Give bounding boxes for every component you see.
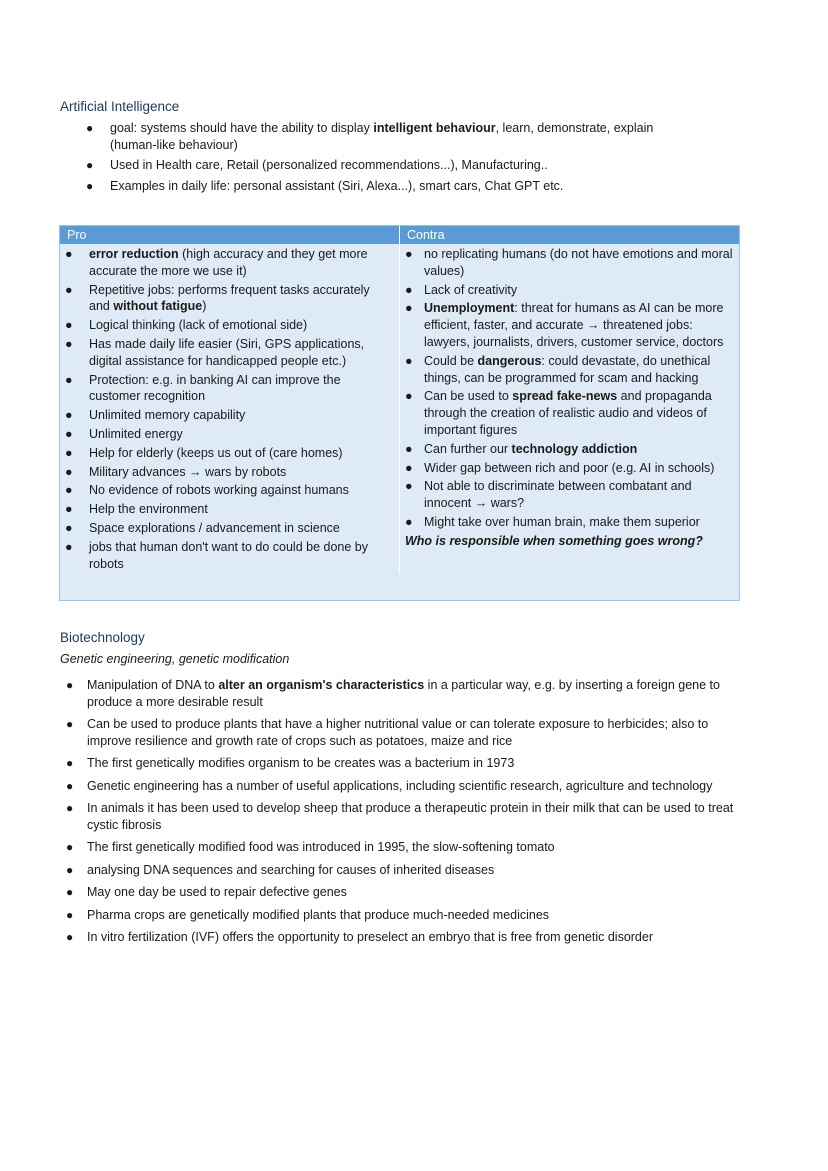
bullet-icon: ● [65,483,73,498]
pro-item [60,482,393,499]
bullet-icon: ● [405,479,413,494]
contra-item [400,353,735,387]
bullet-icon: ● [66,756,74,770]
bullet-icon: ● [65,247,73,261]
bullet-icon: ● [65,520,73,535]
contra-item [400,388,735,438]
bullet-icon: ● [65,318,73,333]
bullet-icon: ● [66,862,74,877]
pro-item [60,407,393,424]
pro-item [60,426,393,443]
biotech-item-text: In animals it has been used to develop sheep that produce a therapeutic protein in their milk that can be used to treat cystic fibrosis [87,801,734,832]
bullet-icon: ● [66,907,74,922]
biotech-item [60,800,740,833]
bullet-icon: ● [405,301,413,316]
bullet-icon: ● [65,372,73,387]
biotech-item [60,884,740,901]
ai-heading: Artificial Intelligence [60,99,180,114]
contra-header: Contra [407,228,445,242]
biotech-item-text: analysing DNA sequences and searching for causes of inherited diseases [87,862,495,877]
biotech-item [60,907,740,924]
contra-item [400,246,735,280]
contra-item [400,282,735,299]
pro-item [60,372,393,406]
bullet-icon: ● [65,445,73,460]
list-item [60,120,700,153]
biotech-heading: Biotechnology [60,630,145,645]
ai-item-0-seg-2: , learn, demonstrate, explain (human-like behaviour) [110,121,654,152]
ai-item-0-seg-1: intelligent behaviour [373,121,496,135]
biotech-item [60,929,740,946]
pro-item-text: without fatigue [113,299,203,314]
bullet-icon: ● [405,460,413,475]
biotech-item [60,716,740,749]
bullet-icon: ● [66,840,74,854]
pro-item-text: No evidence of robots working against humans [89,483,349,498]
contra-item-text: spread fake-news [512,389,618,404]
pro-item-text: Logical thinking (lack of emotional side) [89,318,308,333]
biotech-item [60,677,740,710]
list-item [60,157,700,174]
pro-item-text: Repetitive jobs: performs frequent tasks accurately and [89,282,370,314]
contra-item-text: Lack of creativity [424,282,518,297]
pro-item-text: jobs that human don't want to do could be done by robots [89,539,368,571]
pro-item [60,445,393,462]
contra-item [400,300,735,350]
bullet-icon: ● [405,514,413,529]
contra-item-text: no replicating humans (do not have emotions and moral values) [424,247,733,278]
biotech-bullet-list [60,677,740,952]
contra-item [400,478,735,512]
list-item [60,178,700,195]
pro-header: Pro [60,226,400,244]
contra-item-text: technology addiction [511,441,638,456]
bullet-icon: ● [66,717,74,731]
pro-item-text: Protection: e.g. in banking AI can improve the customer recognition [89,372,341,404]
pro-list [60,246,393,572]
bullet-icon: ● [66,678,74,692]
biotech-item-text: in a particular way, e.g. by inserting a foreign gene to produce a more desirable result [87,678,720,709]
bullet-icon: ● [405,441,413,456]
biotech-item-text: Pharma crops are genetically modified plants that produce much-needed medicines [87,907,550,922]
bullet-icon: ● [66,885,74,899]
pro-item [60,501,393,518]
bullet-icon: ● [65,426,73,441]
biotech-item [60,862,740,879]
bullet-icon: ● [405,353,413,368]
contra-list [400,246,735,531]
contra-item [400,460,735,477]
contra-item-text: : could devastate, do unethical things, can be programmed for scam and hacking [424,353,711,385]
bullet-icon: ● [86,158,94,172]
bullet-icon: ● [405,247,413,261]
pro-item-text: Help for elderly (keeps us out of (care homes) [89,445,343,460]
biotech-item-text: The first genetically modifies organism to be creates was a bacterium in 1973 [87,756,515,770]
pro-item-text: error reduction [89,247,179,261]
biotech-item [60,755,740,772]
biotech-item-text: alter an organism's characteristics [218,678,425,692]
contra-item-text: Wider gap between rich and poor (e.g. AI in schools) [424,460,715,475]
pro-item-text: (high accuracy and they get more accurate the more we use it) [89,247,368,278]
ai-item-2-seg-0: Examples in daily life: personal assistant (Siri, Alexa...), smart cars, Chat GPT etc. [110,178,564,193]
biotech-item-text: Can be used to produce plants that have a higher nutritional value or can tolerate exposure to herbicides; also to improve resilience and growth rate of crops such as potatoes, maize and rice [87,717,709,748]
ai-item-1-seg-0: Used in Health care, Retail (personalized recommendations...), Manufacturing.. [110,158,548,172]
pro-item [60,282,393,316]
contra-item-text: Unemployment [424,301,515,316]
contra-column [400,244,739,574]
table-body [60,244,739,574]
pro-item [60,336,393,370]
biotech-item-text: The first genetically modified food was introduced in 1995, the slow-softening tomato [87,840,555,854]
biotech-item-text: Manipulation of DNA to [87,678,219,692]
biotech-subtitle: Genetic engineering, genetic modification [60,652,290,666]
bullet-icon: ● [86,121,94,135]
pro-item [60,520,393,537]
biotech-item-text: In vitro fertilization (IVF) offers the opportunity to preselect an embryo that is free from genetic disorder [87,930,653,944]
pro-item [60,246,393,280]
contra-item-text: Not able to discriminate between combatant and innocent → wars? [424,479,692,511]
bullet-icon: ● [65,336,73,351]
bullet-icon: ● [66,930,74,944]
bullet-icon: ● [66,801,74,815]
pro-item-text: Unlimited energy [89,426,183,441]
pro-item-text: ) [202,299,207,314]
biotech-item-text: Genetic engineering has a number of useful applications, including scientific research, agriculture and technology [87,778,713,793]
contra-closing-question: Who is responsible when something goes wrong? [405,533,703,548]
biotech-item [60,778,740,795]
contra-item-text: Could be [424,353,478,368]
pro-item-text: Help the environment [89,502,208,517]
pro-column [60,244,400,574]
bullet-icon: ● [65,539,73,554]
pro-item [60,317,393,334]
pro-item-text: Unlimited memory capability [89,408,246,423]
table-header-row [60,226,739,244]
bullet-icon: ● [65,464,73,479]
bullet-icon: ● [405,389,413,404]
ai-item-0-seg-0: goal: systems should have the ability to display [110,121,374,135]
contra-item-text: Can be used to [424,389,513,404]
contra-item-text: Can further our [424,441,512,456]
contra-item-text: Might take over human brain, make them superior [424,514,700,529]
biotech-item-text: May one day be used to repair defective genes [87,885,347,899]
bullet-icon: ● [65,502,73,517]
contra-item-text: dangerous [477,353,542,368]
bullet-icon: ● [86,178,94,193]
contra-item-text: : threat for humans as AI can be more efficient, faster, and accurate → threatened jobs: lawyers, journalists, drivers, customer service, doctors [424,301,724,349]
bullet-icon: ● [405,282,413,297]
pro-item [60,464,393,481]
bullet-icon: ● [65,408,73,423]
pro-item [60,539,393,573]
pro-contra-table [59,225,740,601]
pro-item-text: Space explorations / advancement in science [89,520,340,535]
bullet-icon: ● [65,282,73,297]
biotech-item [60,839,740,856]
contra-item [400,514,735,531]
contra-item [400,441,735,458]
contra-item-text: and propaganda through the creation of realistic audio and videos of important figures [424,389,712,437]
pro-item-text: Has made daily life easier (Siri, GPS applications, digital assistance for handicapped people etc.) [89,336,365,368]
pro-item-text: Military advances → wars by robots [89,464,287,479]
bullet-icon: ● [66,778,74,793]
ai-bullet-list [60,120,700,198]
